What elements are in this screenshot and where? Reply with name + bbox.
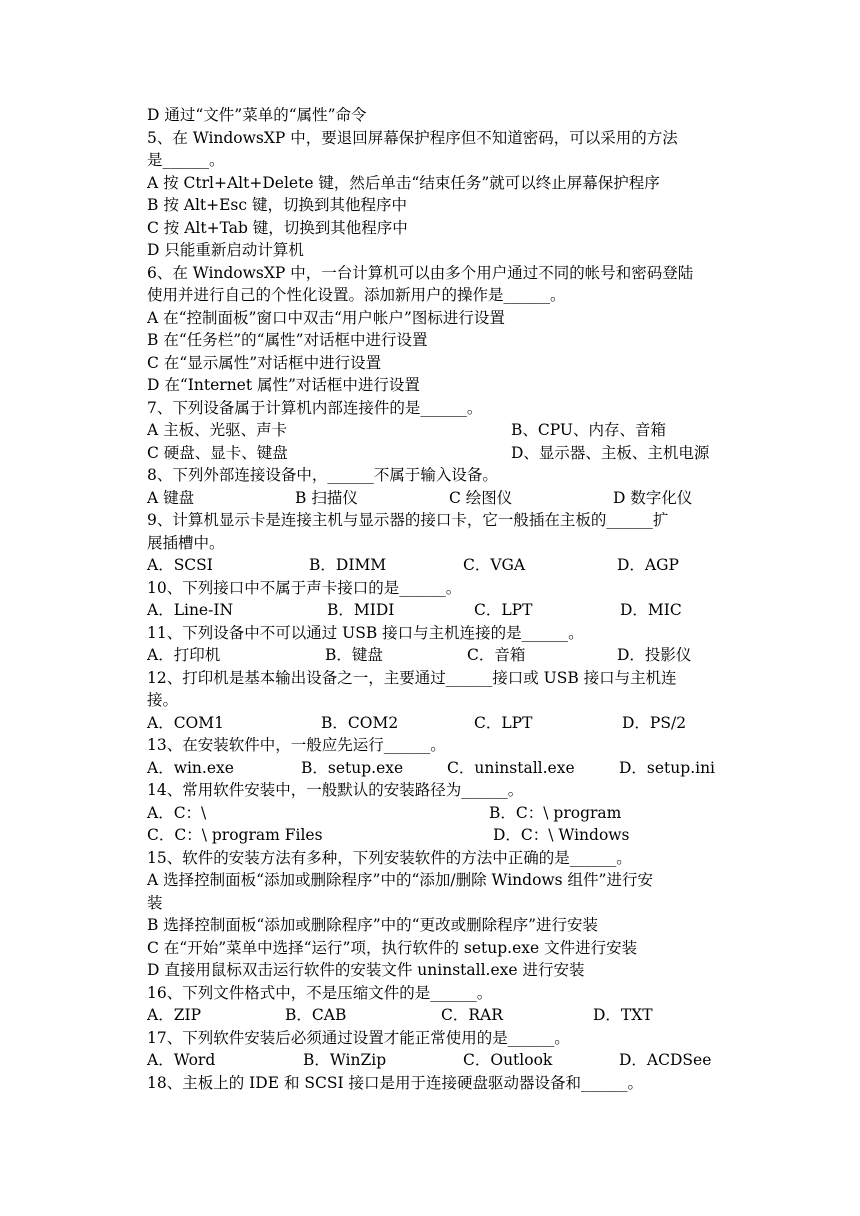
option: C．音箱 — [467, 646, 526, 664]
option: D 在“Internet 属性”对话框中进行设置 — [147, 376, 420, 394]
option: B．WinZip — [303, 1051, 387, 1069]
option: A 选择控制面板“添加或删除程序”中的“添加/删除 Windows 组件”进行安 — [147, 871, 653, 889]
question-11: 11、下列设备中不可以通过 USB 接口与主机连接的是______。 — [147, 623, 584, 642]
question-12: 12、打印机是基本输出设备之一，主要通过______接口或 USB 接口与主机连 — [147, 668, 677, 687]
question-5: 5、在 WindowsXP 中，要退回屏幕保护程序但不知道密码，可以采用的方法 — [147, 128, 678, 147]
option: B．键盘 — [325, 646, 383, 664]
option: A．Word — [147, 1051, 216, 1069]
option: B．DIMM — [309, 556, 387, 574]
option: C．uninstall.exe — [447, 758, 575, 777]
question-14: 14、常用软件安装中，一般默认的安装路径为______。 — [147, 781, 524, 799]
option: D．投影仪 — [617, 646, 692, 664]
option: B．setup.exe — [301, 758, 404, 777]
option: C．RAR — [441, 1006, 503, 1024]
q11-options — [147, 644, 737, 667]
q7-options-row-2 — [147, 442, 737, 465]
option: A 主板、光驱、声卡 — [147, 421, 288, 439]
question-10: 10、下列接口中不属于声卡接口的是______。 — [147, 578, 462, 597]
document-page — [147, 104, 737, 1094]
q14-options-row-1 — [147, 802, 737, 825]
question-13: 13、在安装软件中，一般应先运行______。 — [147, 736, 446, 754]
option: D．setup.ini — [619, 758, 716, 777]
option: B．MIDI — [327, 601, 395, 619]
option: C．Outlook — [463, 1051, 553, 1069]
option: C 在“开始”菜单中选择“运行”项，执行软件的 setup.exe 文件进行安装 — [147, 938, 638, 957]
option: B 在“任务栏”的“属性”对话框中进行设置 — [147, 331, 428, 349]
q12-options — [147, 712, 737, 735]
q16-options — [147, 1004, 737, 1027]
option: B．C：\ program — [489, 803, 622, 822]
option: A．打印机 — [147, 646, 221, 664]
text-line: 使用并进行自己的个性化设置。添加新用户的操作是______。 — [147, 286, 566, 304]
option: D．C：\ Windows — [493, 826, 630, 844]
option: C．C：\ program Files — [147, 826, 323, 844]
option: B．COM2 — [321, 713, 399, 732]
option: A 在“控制面板”窗口中双击“用户帐户”图标进行设置 — [147, 308, 505, 327]
question-15: 15、软件的安装方法有多种，下列安装软件的方法中正确的是______。 — [147, 848, 632, 867]
q14-options-row-2 — [147, 824, 737, 847]
q7-options-row-1 — [147, 419, 737, 442]
option: A．Line-IN — [147, 601, 234, 619]
text-line: 展插槽中。 — [147, 533, 225, 552]
option: D．AGP — [617, 556, 679, 574]
option: C．VGA — [463, 556, 526, 574]
text-line: D 通过“文件”菜单的“属性”命令 — [147, 106, 367, 124]
q17-options — [147, 1049, 737, 1072]
question-7: 7、下列设备属于计算机内部连接件的是______。 — [147, 398, 483, 417]
option: D．PS/2 — [622, 713, 687, 732]
text-line: 是______。 — [147, 151, 225, 169]
question-6: 6、在 WindowsXP 中，一台计算机可以由多个用户通过不同的帐号和密码登陆 — [147, 263, 694, 282]
option: C 按 Alt+Tab 键，切换到其他程序中 — [147, 218, 408, 237]
option: A 键盘 — [147, 488, 195, 507]
q9-options — [147, 554, 737, 577]
question-8: 8、下列外部连接设备中，______不属于输入设备。 — [147, 466, 498, 484]
text-line: 接。 — [147, 691, 179, 709]
option: D．MIC — [620, 601, 682, 619]
text-line: 装 — [147, 893, 163, 912]
option: B．CAB — [285, 1006, 347, 1024]
option: D 只能重新启动计算机 — [147, 241, 304, 259]
question-17: 17、下列软件安装后必须通过设置才能正常使用的是______。 — [147, 1028, 570, 1047]
option: C 在“显示属性”对话框中进行设置 — [147, 353, 382, 372]
question-16: 16、下列文件格式中，不是压缩文件的是______。 — [147, 983, 493, 1002]
option: A．ZIP — [147, 1006, 202, 1024]
option: D．TXT — [593, 1006, 653, 1024]
option: C 硬盘、显卡、键盘 — [147, 443, 288, 462]
option: A．SCSI — [147, 556, 213, 574]
option: A 按 Ctrl+Alt+Delete 键，然后单击“结束任务”就可以终止屏幕保护程序 — [147, 173, 660, 192]
option: C 绘图仪 — [449, 488, 513, 507]
question-9: 9、计算机显示卡是连接主机与显示器的接口卡，它一般插在主板的______扩 — [147, 511, 669, 529]
option: D．ACDSee — [619, 1051, 712, 1069]
option: C．LPT — [474, 713, 533, 732]
q8-options — [147, 487, 737, 510]
q10-options — [147, 599, 737, 622]
option: D、显示器、主板、主机电源 — [511, 443, 710, 462]
option: A．win.exe — [147, 758, 234, 777]
option: D 直接用鼠标双击运行软件的安装文件 uninstall.exe 进行安装 — [147, 961, 585, 979]
option: B、CPU、内存、音箱 — [511, 421, 666, 439]
option: D 数字化仪 — [613, 488, 693, 507]
q13-options — [147, 757, 737, 780]
option: B 扫描仪 — [295, 488, 358, 507]
option: B 选择控制面板“添加或删除程序”中的“更改或删除程序”进行安装 — [147, 916, 599, 934]
option: A．C：\ — [147, 803, 207, 822]
option: A．COM1 — [147, 713, 224, 732]
question-18: 18、主板上的 IDE 和 SCSI 接口是用于连接硬盘驱动器设备和______。 — [147, 1073, 644, 1092]
option: C．LPT — [474, 601, 533, 619]
option: B 按 Alt+Esc 键，切换到其他程序中 — [147, 196, 407, 214]
